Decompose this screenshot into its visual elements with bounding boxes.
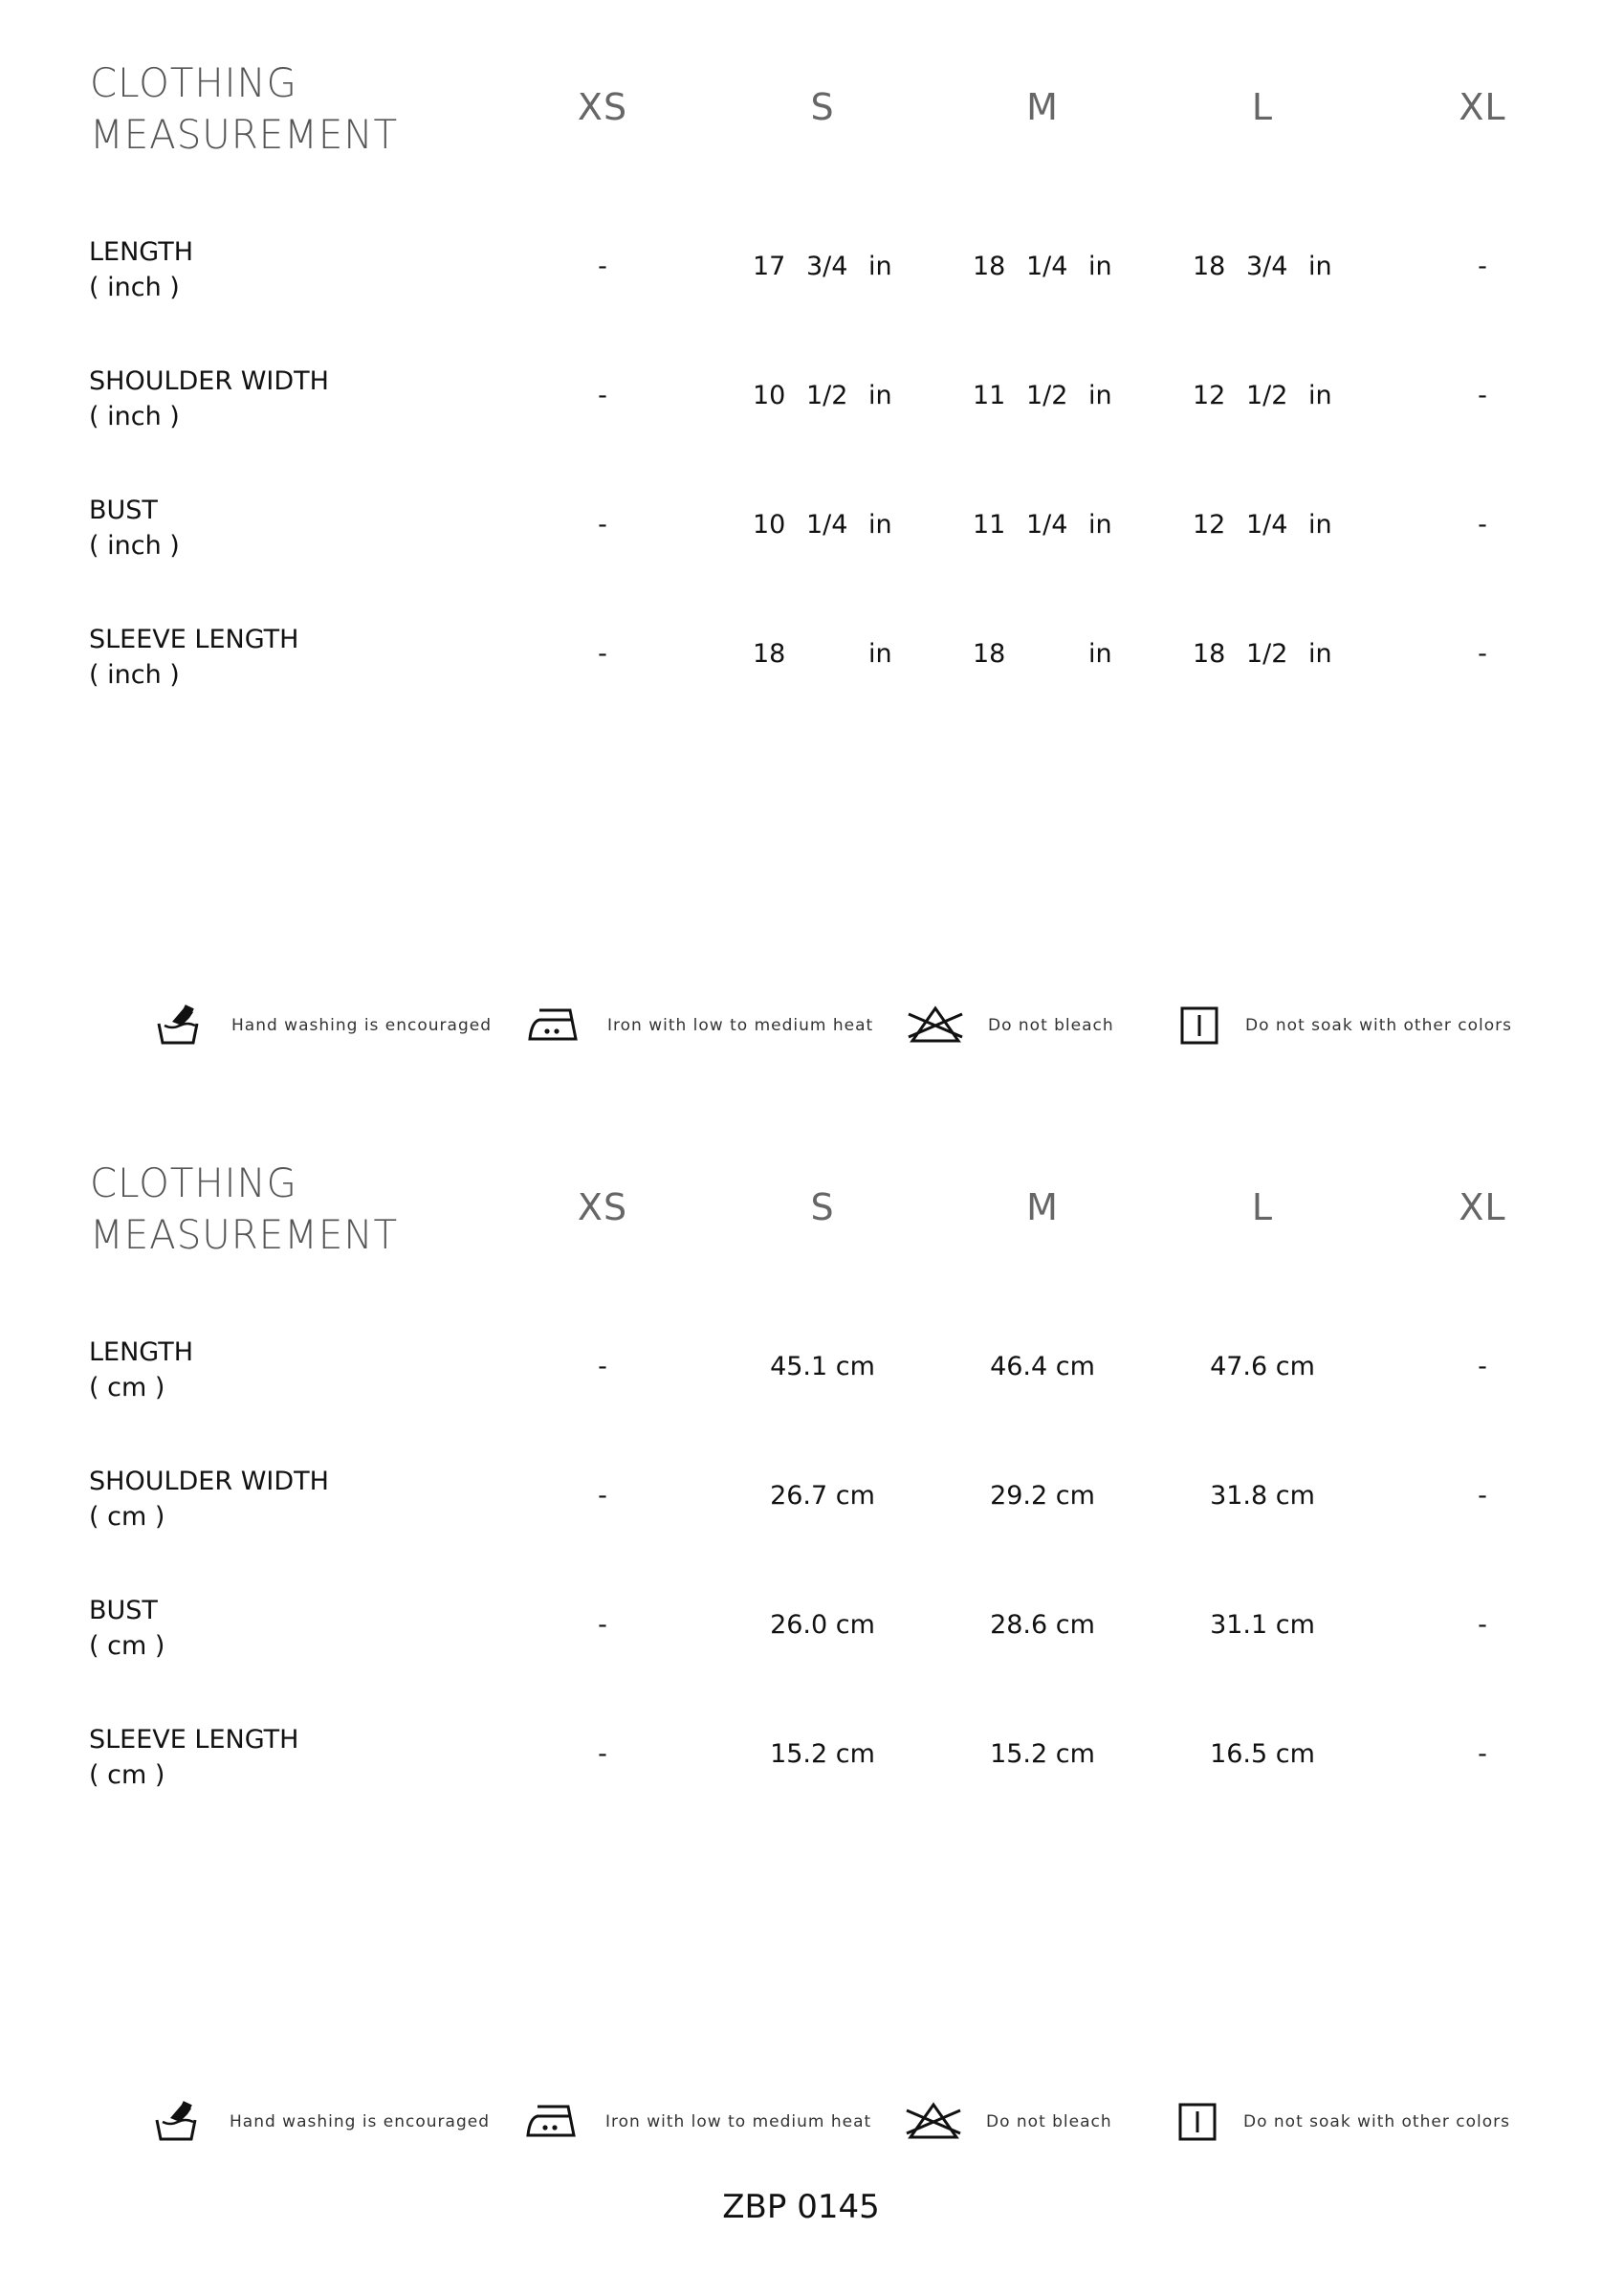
title-line-1: CLOTHING [90,1159,297,1206]
cell-xl: - [1478,639,1487,669]
unit-label: ( cm ) [89,1760,165,1790]
value-fraction: 1/2 [1246,639,1288,669]
size-header-xl: XL [1459,86,1506,128]
section-title [90,1158,398,1261]
unit-label: ( cm ) [89,1373,165,1402]
size-header-xs: XS [577,86,628,128]
row-label [89,1593,165,1664]
measurement-name: BUST [89,496,158,525]
size-header-l: L [1251,86,1274,128]
value-fraction: 1/4 [1026,252,1068,281]
size-header-m: M [1026,86,1059,128]
cell-xs: - [598,1481,607,1511]
size-header-l: L [1251,1186,1274,1228]
size-header-m: M [1026,1186,1059,1228]
product-code: ZBP 0145 [722,2188,880,2226]
value-whole: 12 [1193,510,1226,540]
size-header-s: S [810,86,835,128]
row-label [89,1335,193,1405]
cell-l: 31.1 cm [1210,1610,1315,1640]
cell-xl: - [1478,1739,1487,1769]
cell-s: 15.2 cm [770,1739,875,1769]
unit-label: ( cm ) [89,1502,165,1532]
measurement-name: BUST [89,1596,158,1625]
cell-xl: - [1478,381,1487,410]
cell-s: 26.7 cm [770,1481,875,1511]
size-header-xl: XL [1459,1186,1506,1228]
cell-xs: - [598,639,607,669]
value-whole: 11 [973,510,1006,540]
value-whole: 18 [973,252,1006,281]
cell-xl: - [1478,1610,1487,1640]
value-fraction: 1/4 [1246,510,1288,540]
measurement-name: LENGTH [89,237,194,267]
care-text: Hand washing is encouraged [230,2112,491,2131]
unit-label: ( inch ) [89,660,180,690]
value-whole: 18 [973,639,1006,669]
cell-xs: - [598,1352,607,1381]
cell-s: 26.0 cm [770,1610,875,1640]
cell-l: 16.5 cm [1210,1739,1315,1769]
measurement-name: SLEEVE LENGTH [89,625,299,654]
row-label [89,1464,329,1534]
care-text: Do not bleach [988,1016,1114,1035]
value-unit: in [1308,510,1332,540]
care-text: Do not soak with other colors [1243,2112,1510,2131]
cell-xs: - [598,1739,607,1769]
value-fraction: 1/4 [1026,510,1068,540]
cell-m: 28.6 cm [990,1610,1095,1640]
care-instructions [0,995,1602,1062]
cell-xl: - [1478,1481,1487,1511]
value-unit: in [868,381,892,410]
value-whole: 10 [753,381,786,410]
cell-xs: - [598,1610,607,1640]
cell-m: 29.2 cm [990,1481,1095,1511]
cell-m: 46.4 cm [990,1352,1095,1381]
value-whole: 12 [1193,381,1226,410]
value-fraction: 3/4 [806,252,848,281]
cell-xl: - [1478,252,1487,281]
value-unit: in [1088,381,1112,410]
measurement-name: SHOULDER WIDTH [89,366,329,396]
cell-l: 31.8 cm [1210,1481,1315,1511]
value-whole: 18 [1193,252,1226,281]
cell-xs: - [598,252,607,281]
title-line-2: MEASUREMENT [90,1211,399,1258]
care-text: Hand washing is encouraged [231,1016,493,1035]
value-unit: in [868,639,892,669]
care-text: Iron with low to medium heat [605,2112,872,2131]
value-whole: 10 [753,510,786,540]
cell-m: 15.2 cm [990,1739,1095,1769]
row-label [89,493,180,563]
title-line-2: MEASUREMENT [90,111,399,158]
value-fraction: 1/2 [1026,381,1068,410]
cell-l: 47.6 cm [1210,1352,1315,1381]
value-unit: in [1088,510,1112,540]
value-whole: 18 [753,639,786,669]
unit-label: ( inch ) [89,402,180,431]
value-unit: in [1308,639,1332,669]
value-unit: in [1308,252,1332,281]
size-header-xs: XS [577,1186,628,1228]
cell-xs: - [598,510,607,540]
size-header-s: S [810,1186,835,1228]
care-text: Iron with low to medium heat [607,1016,874,1035]
cell-xl: - [1478,510,1487,540]
title-line-1: CLOTHING [90,59,297,106]
care-text: Do not bleach [986,2112,1112,2131]
value-fraction: 1/2 [806,381,848,410]
value-unit: in [868,252,892,281]
unit-label: ( cm ) [89,1631,165,1661]
value-unit: in [1308,381,1332,410]
unit-label: ( inch ) [89,531,180,561]
value-fraction: 1/4 [806,510,848,540]
cell-s: 45.1 cm [770,1352,875,1381]
value-fraction: 1/2 [1246,381,1288,410]
row-label [89,1722,298,1793]
cell-xl: - [1478,1352,1487,1381]
value-unit: in [1088,252,1112,281]
value-unit: in [1088,639,1112,669]
value-fraction: 3/4 [1246,252,1288,281]
unit-label: ( inch ) [89,273,180,302]
measurement-name: LENGTH [89,1337,194,1367]
row-label [89,234,193,305]
value-whole: 18 [1193,639,1226,669]
measurement-name: SLEEVE LENGTH [89,1725,299,1755]
value-unit: in [868,510,892,540]
care-text: Do not soak with other colors [1245,1016,1512,1035]
row-label [89,364,329,434]
cell-xs: - [598,381,607,410]
measurement-name: SHOULDER WIDTH [89,1467,329,1496]
value-whole: 11 [973,381,1006,410]
care-instructions [0,2091,1602,2158]
row-label [89,622,298,693]
section-title [90,57,398,161]
value-whole: 17 [753,252,786,281]
